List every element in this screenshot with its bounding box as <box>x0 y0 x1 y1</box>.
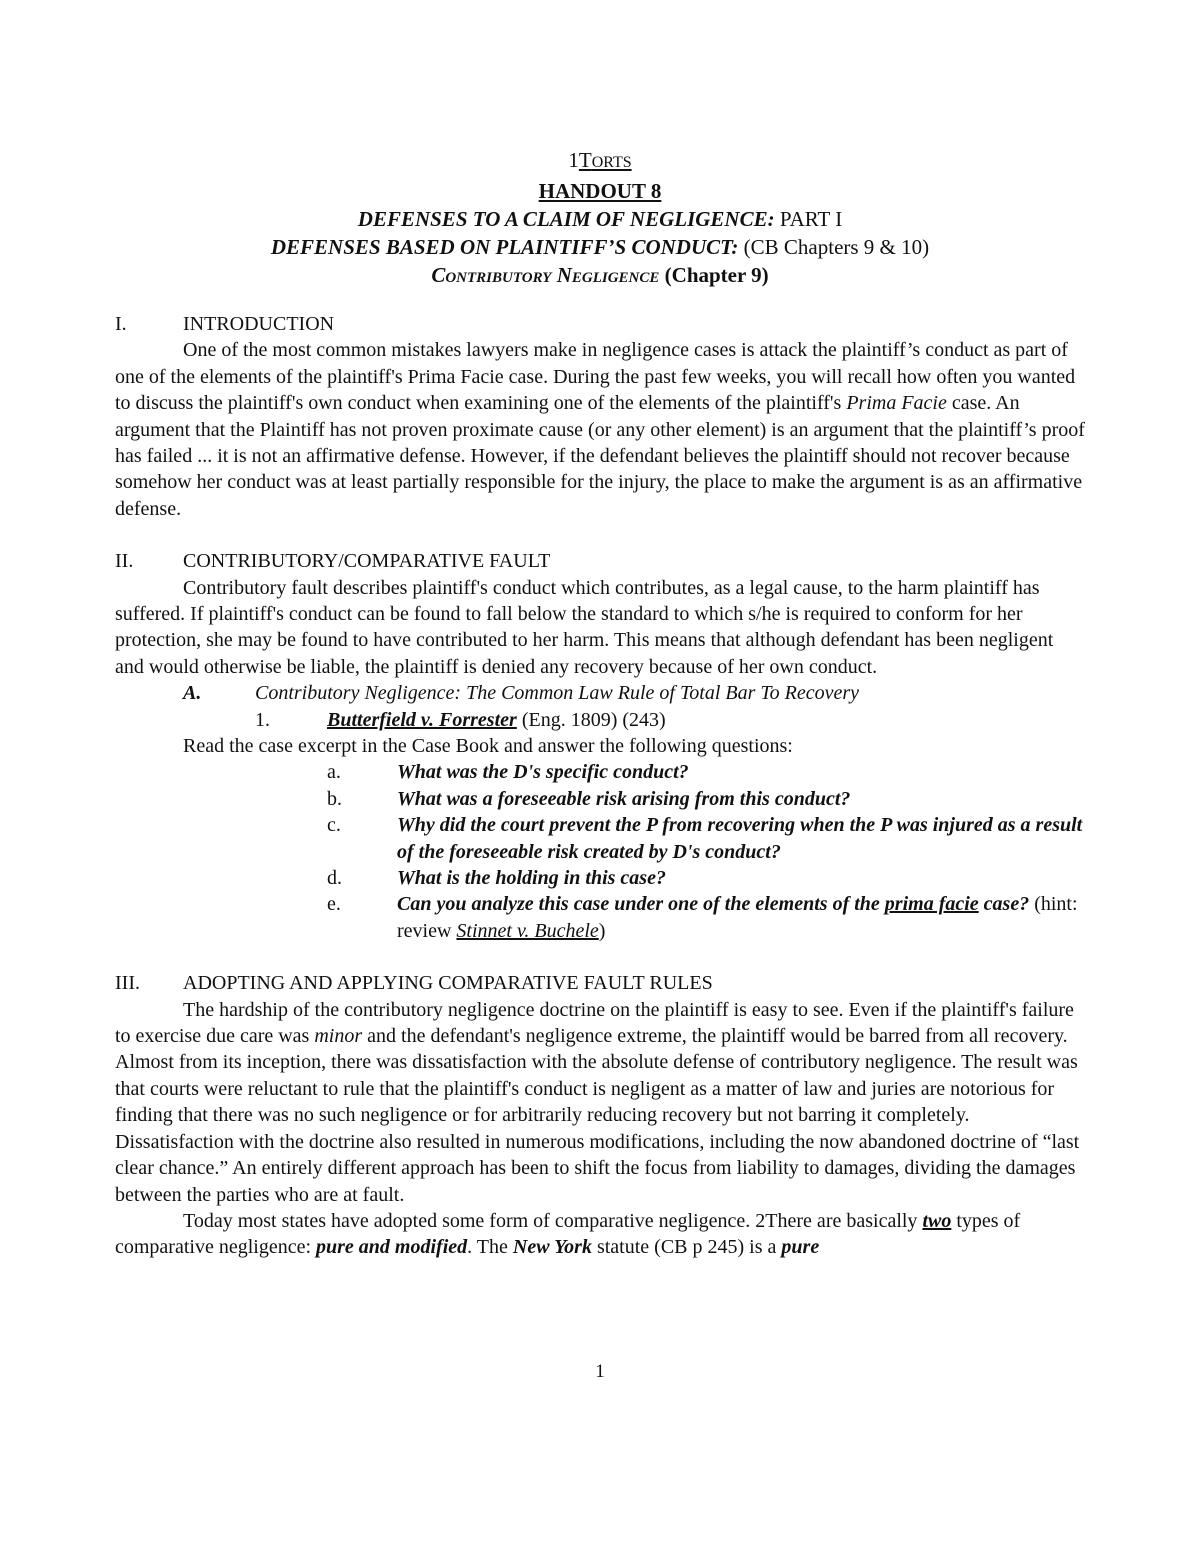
course-name: TORTS <box>578 148 632 172</box>
chapter-topic: Contributory Negligence <box>431 263 660 287</box>
question-item: a. What was the D's specific conduct? <box>327 761 689 784</box>
subtitle-line-2: DEFENSES BASED ON PLAINTIFF’S CONDUCT: (CB Chapters 9 & 10) <box>270 235 930 259</box>
question-item: e. Can you analyze this case under one of the elements of the prima facie case? (hint: review Stinnet v. Buchele) <box>327 893 1078 942</box>
comparative-fault-paragraph-2: Today most states have adopted some form of comparative negligence. 2There are basically two types of comparative negligence: pure and modified. The New York statute (CB p 245) is a pure <box>115 1209 1021 1259</box>
case-name: Butterfield v. Forrester <box>327 708 517 731</box>
footnote-mark: 1 <box>568 148 579 172</box>
question-item: b. What was a foreseeable risk arising from this conduct? <box>327 787 851 810</box>
contributory-fault-paragraph: Contributory fault describes plaintiff's conduct which contributes, as a legal cause, to the harm plaintiff has suffered. If plaintiff's conduct can be found to fall below the standard to which s/he is required to conform for her protection, she may be found to have contributed to her harm. This means that although defendant has been negligent and would otherwise be liable, the plaintiff is denied any recovery because of her own conduct. <box>115 576 1054 678</box>
section-heading-3: III. ADOPTING AND APPLYING COMPARATIVE FAULT RULES <box>115 972 713 995</box>
comparative-fault-paragraph-1: The hardship of the contributory negligence doctrine on the plaintiff is easy to see. Even if the plaintiff's failure to exercise due care was minor and the defendant's negligence extreme, the plaintiff would be barred from all recovery. Almost from its inception, there was dissatisfaction with the absolute defense of contributory negligence. The result was that courts were reluctant to rule that the plaintiff's conduct is negligent as a matter of law and juries are notorious for finding that there was no such negligence or for arbitrarily reducing recovery but not barring it completely. Dissatisfaction with the doctrine also resulted in numerous modifications, including the now abandoned doctrine of “last clear chance.” An entirely different approach has been to shift the focus from liability to damages, dividing the damages between the parties who are at fault. <box>115 998 1080 1206</box>
question-item: c. Why did the court prevent the P from recovering when the P was injured as a result of the foreseeable risk created by D's conduct? <box>327 814 1083 863</box>
case-reference: 1. Butterfield v. Forrester (Eng. 1809) (243) <box>255 708 666 731</box>
section-heading-2: II. CONTRIBUTORY/COMPARATIVE FAULT <box>115 550 551 573</box>
instruction-line: Read the case excerpt in the Case Book and answer the following questions: <box>183 735 793 758</box>
course-title <box>0 146 1200 177</box>
handout-number: HANDOUT 8 <box>538 179 662 203</box>
subsection-a-heading: A. Contributory Negligence: The Common Law Rule of Total Bar To Recovery <box>183 682 860 705</box>
document-body <box>115 311 1085 1261</box>
section-heading-1: I. INTRODUCTION <box>115 313 335 335</box>
subtitle-line-3: Contributory Negligence (Chapter 9) <box>431 263 769 287</box>
subtitle-line-1: DEFENSES TO A CLAIM OF NEGLIGENCE: PART I <box>357 207 843 231</box>
introduction-paragraph: One of the most common mistakes lawyers make in negligence cases is attack the plaintiff’s conduct as part of one of the elements of the plaintiff's Prima Facie case. During the past few weeks, you will recall how often you wanted to discuss the plaintiff's own conduct when examining one of the elements of the plaintiff's Prima Facie case. An argument that the Plaintiff has not proven proximate cause (or any other element) is an argument that the plaintiff’s proof has failed ... it is not an affirmative defense. However, if the defendant believes the plaintiff should not recover because somehow her conduct was at least partially responsible for the injury, the place to make the argument is as an affirmative defense. <box>115 339 1085 520</box>
question-item: d. What is the holding in this case? <box>327 867 666 890</box>
title-block <box>0 146 1200 289</box>
page-number: 1 <box>595 1361 605 1382</box>
